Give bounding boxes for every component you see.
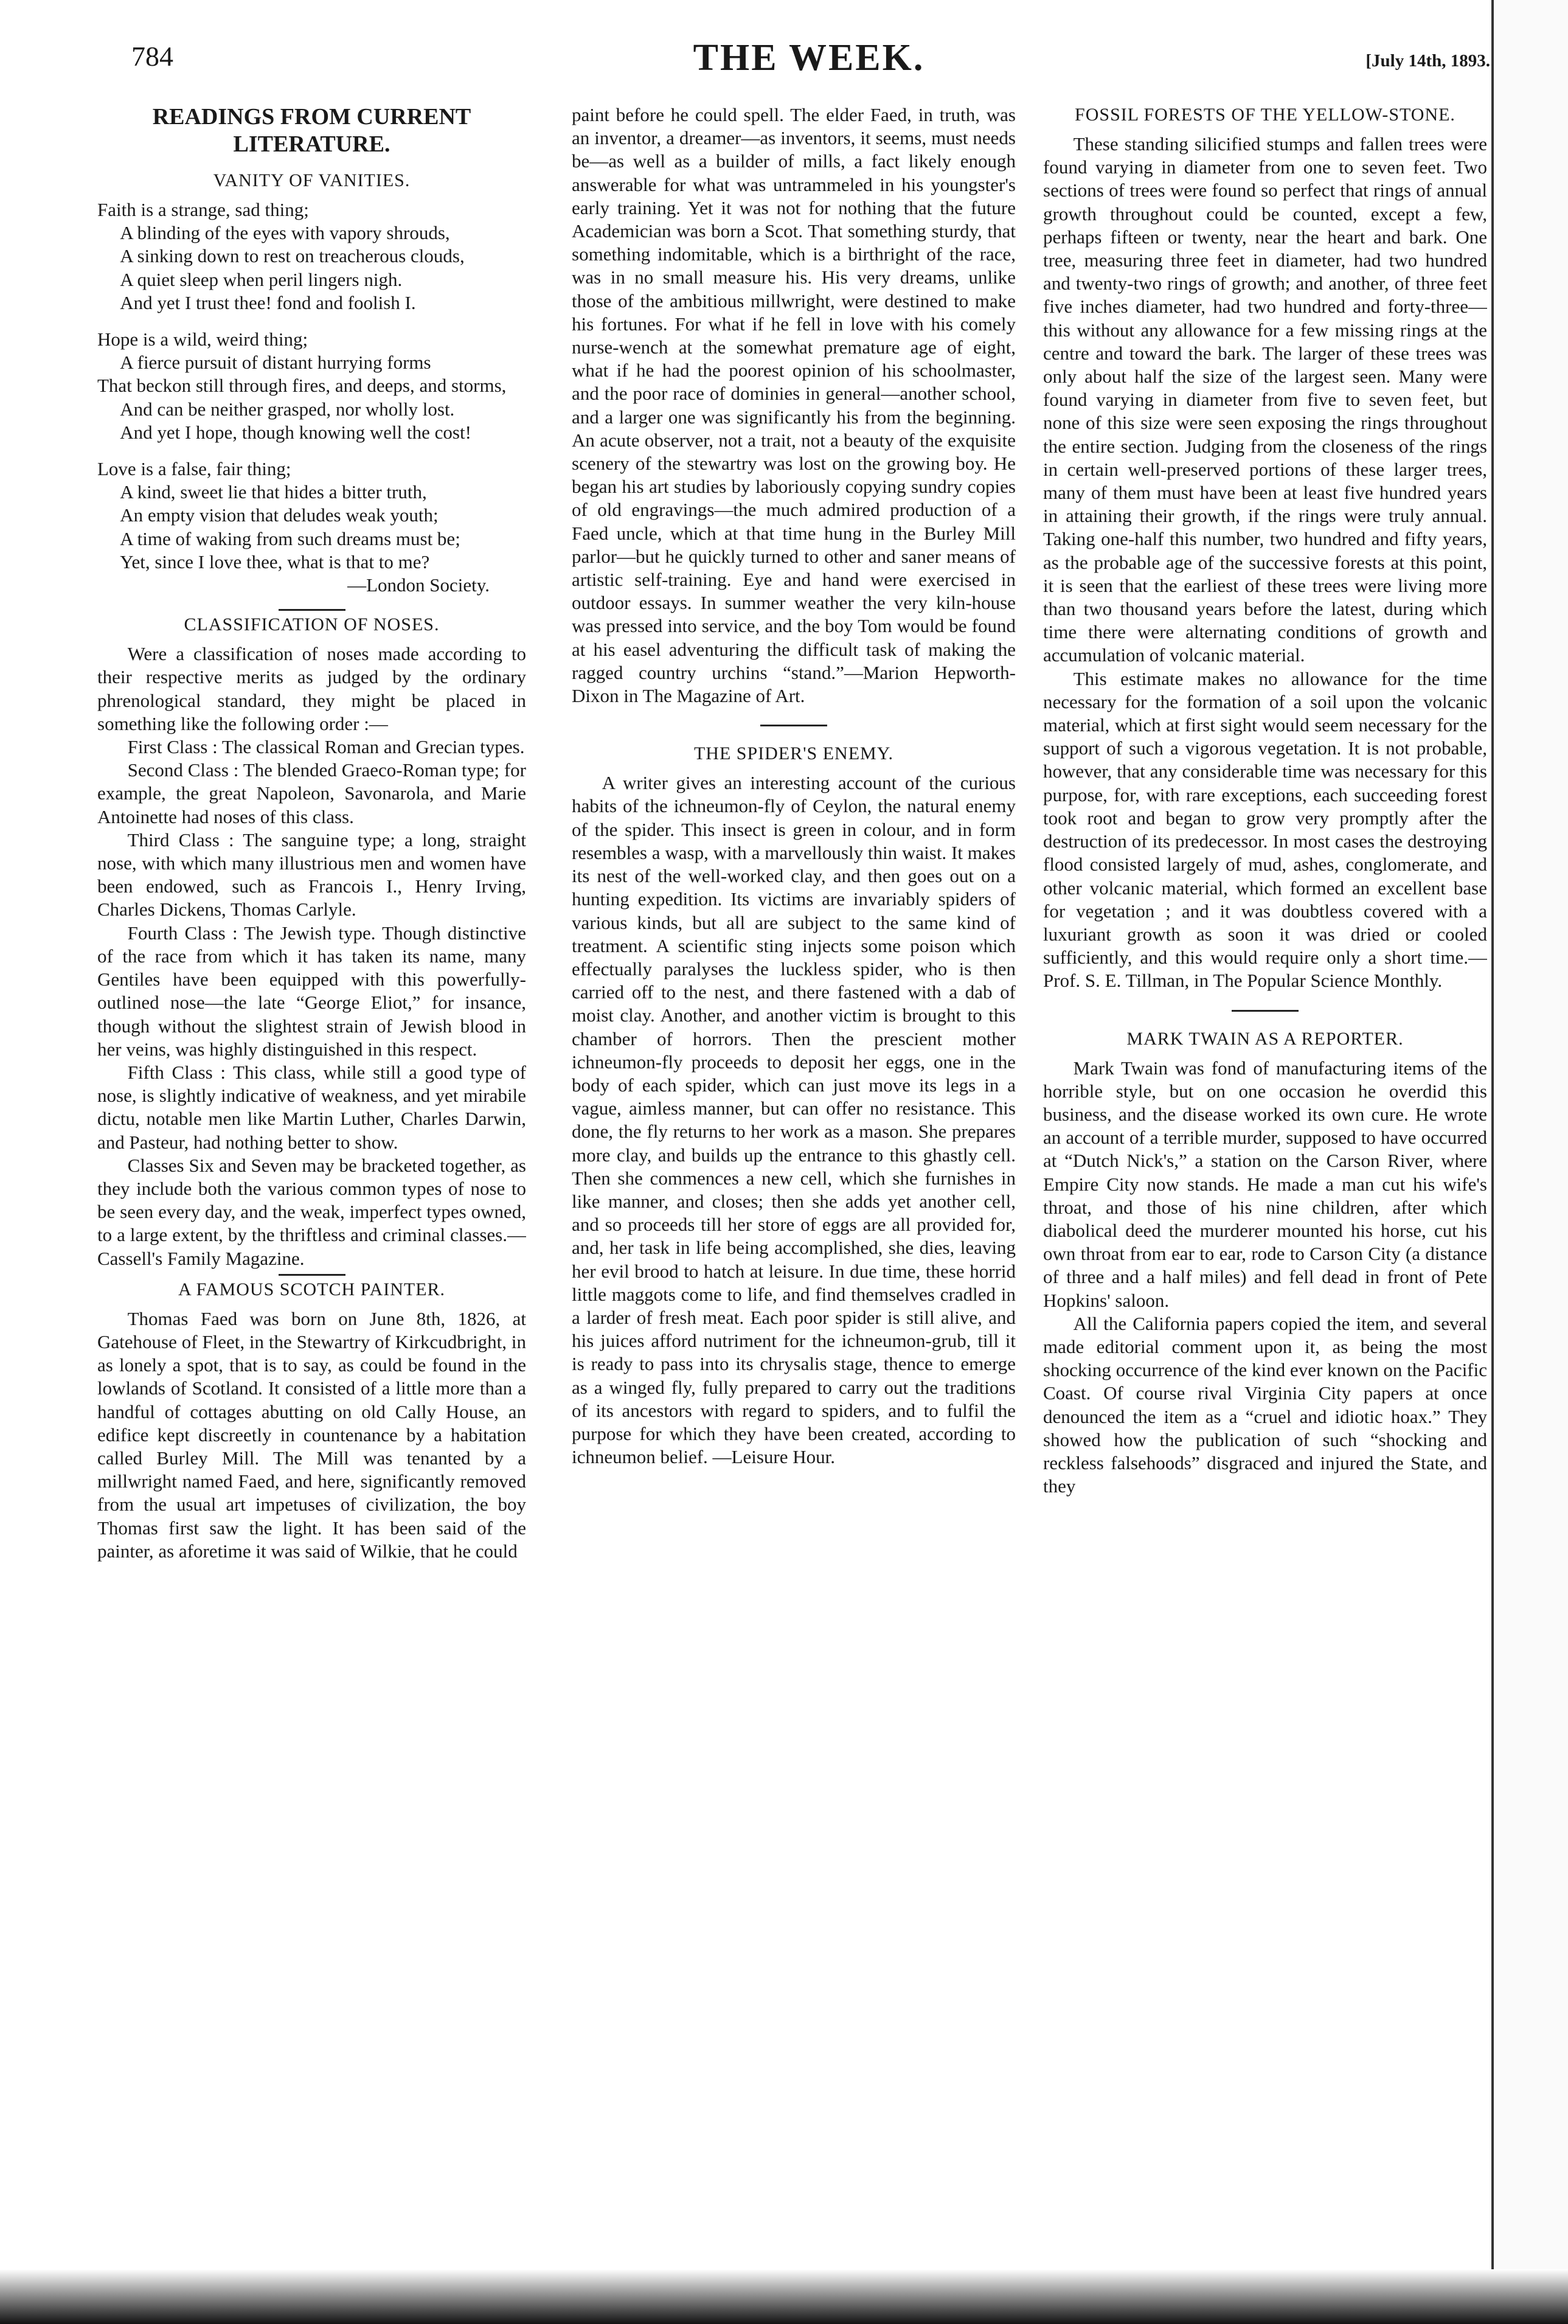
poem-line: That beckon still through fires, and deeps, and storms, [97,375,507,397]
paragraph: paint before he could spell. The elder Faed, in truth, was an inventor, a dreamer—as inventors, it seems, must needs be—as well as a builder of mills, a fact likely enough answerable for what was untrammeled in his youngster's early training. Yet it was not for nothing that the future Academician was born a Scot. That something sturdy, that something indomitable, which is a birthright of the race, was in no small measure his. His very dreams, unlike those of the ambitious millwright, were destined to make his fortunes. For what if he fell in love with his comely nurse-wench at the somewhat premature age of eight, what if he had the poorest opinion of his schoolmaster, and the poor race of dominies in general—another school, and a larger one was significantly his from the beginning. An acute observer, not a trait, not a beauty of the exquisite scenery of the stewartry was lost on the growing boy. He began his art studies by laboriously copying sundry copies of old engravings—the much admired production of a Faed uncle, which at that time hung in the Burley Mill parlor—but he quickly turned to other and saner means of artistic self-training. Eye and hand were exercised in outdoor essays. In summer weather the very kiln-house was pressed into service, and the boy Tom would be found at his easel adventuring the difficult task of making the ragged country urchins “stand.”—Marion Hepworth-Dixon in The Magazine of Art. [572,104,1016,707]
divider [279,609,345,611]
article-title: FOSSIL FORESTS OF THE YELLOW-STONE. [1075,105,1455,125]
poem-line: A kind, sweet lie that hides a bitter truth, [120,481,427,503]
paragraph: A writer gives an interesting account of the curious habits of the ichneumon-fly of Ceylon, the natural enemy of the spider. This insect is green in colour, and in form resembles a wasp, with a marvellously thin waist. It makes its nest of the well-worked clay, and then goes out on a hunting expedition. Its victims are invariably spiders of various kinds, but all are subject to the same kind of treatment. A scientific sting injects some poison which effectually paralyses the luckless spider, who is then carried off to the nest, and there fastened with a dab of moist clay. Another, and another victim is brought to this chamber of horrors. Then the prescient mother ichneumon-fly proceeds to deposit her eggs, one in the body of each spider, which can just move its legs in a vague, aimless manner, but can offer no resistance. This done, the fly returns to her work as a mason. She prepares more clay, and builds up the entrance to this ghastly cell. Then she commences a new cell, which she furnishes in like manner, and closes; then she adds yet another cell, and so proceeds till her store of eggs are all provided for, and, her task in life being accomplished, she dies, leaving her evil brood to hatch at leisure. In due time, these horrid little maggots come to life, and find themselves cradled in a larder of fresh meat. Each poor spider is still alive, and his juices afford nutriment for the ichneumon-grub, till it is ready to pass into its chrysalis stage, thence to emerge as a winged fly, fully prepared to carry out the traditions of its ancestors with regard to spiders, and to fulfil the purpose for which they have been created, according to ichneumon belief. —Leisure Hour. [572,772,1016,1468]
poem-line: Faith is a strange, sad thing; [97,199,309,220]
article-title: THE SPIDER'S ENEMY. [693,743,894,764]
poem [97,198,526,597]
poem-line: Hope is a wild, weird thing; [97,329,308,350]
article-title: CLASSIFICATION OF NOSES. [184,614,440,635]
poem-title: VANITY OF VANITIES. [213,170,411,190]
poem-line: Love is a false, fair thing; [97,458,291,480]
divider [1232,1010,1299,1012]
poem-line: And can be neither grasped, nor wholly lost. [120,398,455,420]
poem-line: And yet I trust thee! fond and foolish I. [120,291,416,313]
paragraph: Mark Twain was fond of manufacturing items of the horrible style, but on one occasion he overdid this business, and the disease worked its own cure. He wrote an account of a terrible murder, supposed to have occurred at “Dutch Nick's,” a station on the Carson River, where Empire City now stands. He made a man cut his wife's throat, and those of his nine children, after which diabolical deed the murderer mounted his horse, cut his own throat from ear to ear, rode to Carson City (a distance of three and a half miles) and fell dead in front of Pete Hopkins' saloon. [1043,1057,1487,1311]
paragraph: This estimate makes no allowance for the time necessary for the formation of a soil upon the volcanic material, which at first sight would seem necessary for the support of such a vigorous vegetation. It is not probable, however, that any considerable time was necessary for this purpose, for, with rare exceptions, each succeeding forest took root and began to grow very promptly after the destruction of its predecessor. In most cases the destroying flood consisted largely of mud, ashes, conglomerate, and other volcanic material, which formed an excellent base for vegetation ; and it was doubtless covered with a luxuriant growth as soon it was dried or cooled sufficiently, and this would require only a short time.—Prof. S. E. Tillman, in The Popular Science Monthly. [1043,667,1487,992]
issue-date: [July 14th, 1893. [1365,51,1490,71]
page-header [128,37,1490,85]
paragraph: Were a classification of noses made according to their respective merits as judged by the ordinary phrenological standard, they might be placed in something like the following order :— [97,643,526,734]
paragraph: First Class : The classical Roman and Grecian types. [127,736,525,758]
masthead-title: THE WEEK. [693,37,925,78]
column-3 [1043,103,1487,2251]
poem-line: Yet, since I love thee, what is that to me? [120,551,430,572]
divider [760,725,827,726]
article-title: MARK TWAIN AS A REPORTER. [1126,1028,1404,1049]
page-number: 784 [131,41,173,72]
column-1 [97,103,526,2221]
divider [279,1274,345,1276]
paragraph: Second Class : The blended Graeco-Roman type; for example, the great Napoleon, Savonarola, and Marie Antoinette had noses of this class. [97,759,526,827]
paragraph: Fifth Class : This class, while still a good type of nose, is slightly indicative of weakness, and yet mirabile dictu, notable men like Martin Luther, Charles Darwin, and Pasteur, had nothing better to show. [97,1061,526,1153]
paragraph: All the California papers copied the item, and several made editorial comment upon it, as being the most shocking occurrence of the kind ever known on the Pacific Coast. Of course rival Virginia City papers at once denounced the item as a “cruel and idiotic hoax.” They showed how the publication of such “shocking and reckless falsehoods” disgraced and injured the State, and they [1043,1312,1487,1497]
poem-line: A fierce pursuit of distant hurrying forms [120,352,431,374]
scan-shadow [0,2269,1568,2324]
poem-line: A quiet sleep when peril lingers nigh. [120,268,403,290]
poem-line: And yet I hope, though knowing well the cost! [120,421,471,443]
poem-source: —London Society. [347,574,490,596]
column-2 [572,103,1016,2221]
poem-line: A time of waking from such dreams must be; [120,527,460,549]
paragraph: Thomas Faed was born on June 8th, 1826, at Gatehouse of Fleet, in the Stewartry of Kirkcudbright, in as lonely a spot, that is to say, as could be found in the lowlands of Scotland. It consisted of a little more than a handful of cottages abutting on old Cally House, an edifice kept discreetly in countenance by a habitation called Burley Mill. The Mill was tenanted by a millwright named Faed, and here, significantly removed from the usual art impetuses of civilization, the boy Thomas first saw the light. It has been said of the painter, as aforetime it was said of Wilkie, that he could [97,1307,526,1562]
paragraph: These standing silicified stumps and fallen trees were found varying in diameter from one to seven feet. Two sections of trees were found so perfect that rings of annual growth throughout could be counted, except a few, perhaps fifteen or twenty, near the heart and bark. One tree, measuring three feet in diameter, had two hundred and twenty-two rings of growth; and another, of three feet five inches diameter, had two hundred and forty-three—this without any allowance for a few missing rings at the centre and toward the bark. The larger of these trees was only about half the size of the largest seen. Many were found varying in diameter from five to seven feet, but none of this size were seen exposing the rings throughout the entire section. Judging from the closeness of the rings in certain well-preserved portions of these larger trees, many of them must have been at least five hundred years in attaining their growth, if the rings were truly annual. Taking one-half this number, two hundred and fifty years, as the probable age of the successive forests at this point, it is seen that the earliest of these trees were living more than two thousand years before the latest, during which time there were alternating conditions of growth and accumulation of volcanic material. [1043,133,1487,666]
section-heading: READINGS FROM CURRENT LITERATURE. [152,104,471,157]
poem-line: An empty vision that deludes weak youth; [120,504,439,526]
paragraph: Classes Six and Seven may be bracketed together, as they include both the various common types of nose to be seen every day, and the weak, imperfect types owned, to a large extent, by the thriftless and criminal classes.—Cassell's Family Magazine. [97,1154,526,1269]
adjacent-page-edge [1491,0,1568,2324]
poem-line: A blinding of the eyes with vapory shrouds, [120,222,450,244]
poem-line: A sinking down to rest on treacherous clouds, [120,245,465,267]
paragraph: Fourth Class : The Jewish type. Though distinctive of the race from which it has taken its name, many Gentiles have been equipped with this powerfully-outlined nose—the late “George Eliot,” for insance, though without the slightest strain of Jewish blood in her veins, was highly distinguished in this respect. [97,922,526,1060]
article-title: A FAMOUS SCOTCH PAINTER. [178,1279,446,1299]
paragraph: Third Class : The sanguine type; a long, straight nose, with which many illustrious men and women have been endowed, such as Francois I., Henry Irving, Charles Dickens, Thomas Carlyle. [97,829,526,920]
